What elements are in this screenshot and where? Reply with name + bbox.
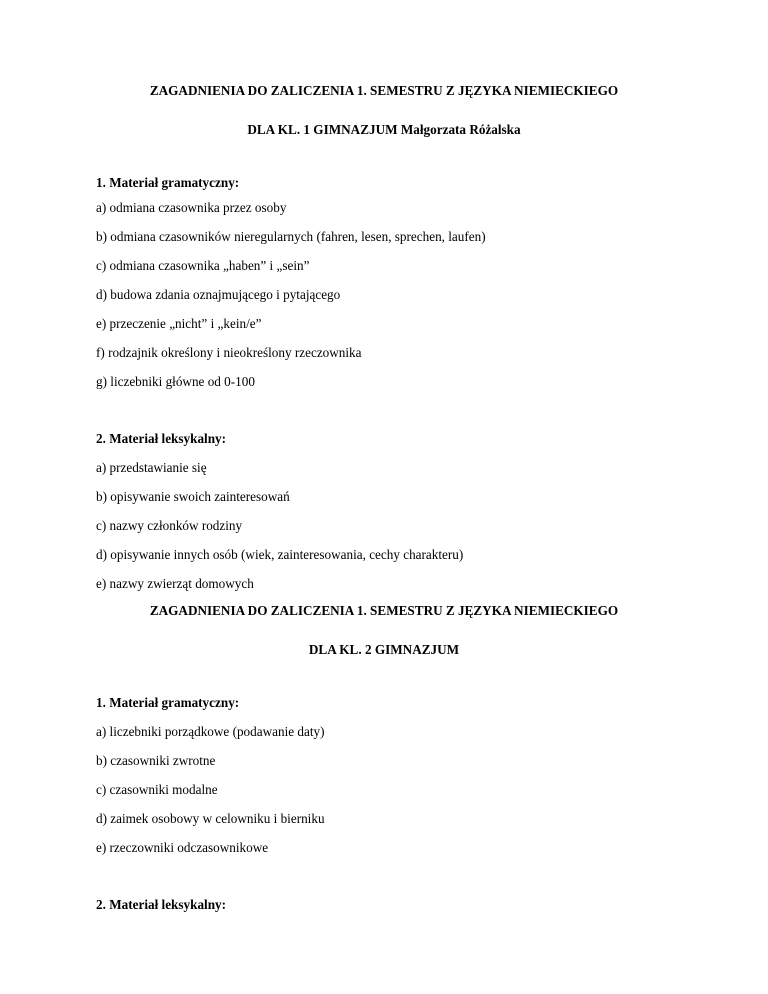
section2-grammar-item: b) czasowniki zwrotne xyxy=(96,753,216,768)
section1-grammar-item: e) przeczenie „nicht” i „kein/e” xyxy=(96,316,262,331)
section1-grammar-item: g) liczebniki główne od 0-100 xyxy=(96,374,255,389)
section2-lexical-heading: 2. Materiał leksykalny: xyxy=(96,897,227,912)
section1-lexical-item: c) nazwy członków rodziny xyxy=(96,518,243,533)
section1-lexical-item: d) opisywanie innych osób (wiek, zainteresowania, cechy charakteru) xyxy=(96,547,464,562)
section1-lexical-item: b) opisywanie swoich zainteresowań xyxy=(96,489,290,504)
section1-title-line2: DLA KL. 1 GIMNAZJUM Małgorzata Różalska xyxy=(247,122,521,137)
section2-grammar-item: a) liczebniki porządkowe (podawanie daty) xyxy=(96,724,325,739)
section2-grammar-item: e) rzeczowniki odczasownikowe xyxy=(96,840,269,855)
section2-title-line1: ZAGADNIENIA DO ZALICZENIA 1. SEMESTRU Z JĘZYKA NIEMIECKIEGO xyxy=(149,603,619,618)
section1-lexical-item: a) przedstawianie się xyxy=(96,460,207,475)
section2-grammar-heading: 1. Materiał gramatyczny: xyxy=(96,695,240,710)
section2-grammar-item: d) zaimek osobowy w celowniku i bierniku xyxy=(96,811,325,826)
section1-grammar-item: a) odmiana czasownika przez osoby xyxy=(96,200,287,215)
section1-grammar-item: c) odmiana czasownika „haben” i „sein” xyxy=(96,258,310,273)
section1-lexical-item: e) nazwy zwierząt domowych xyxy=(96,576,254,591)
section1-grammar-item: f) rodzajnik określony i nieokreślony rzeczownika xyxy=(96,345,362,360)
section1-lexical-heading: 2. Materiał leksykalny: xyxy=(96,431,227,446)
section1-grammar-heading: 1. Materiał gramatyczny: xyxy=(96,175,240,190)
section2-grammar-item: c) czasowniki modalne xyxy=(96,782,218,797)
section1-title-line1: ZAGADNIENIA DO ZALICZENIA 1. SEMESTRU Z JĘZYKA NIEMIECKIEGO xyxy=(149,83,619,98)
section1-grammar-item: b) odmiana czasowników nieregularnych (fahren, lesen, sprechen, laufen) xyxy=(96,229,486,244)
section2-title-line2: DLA KL. 2 GIMNAZJUM xyxy=(308,642,460,657)
section1-grammar-item: d) budowa zdania oznajmującego i pytającego xyxy=(96,287,341,302)
